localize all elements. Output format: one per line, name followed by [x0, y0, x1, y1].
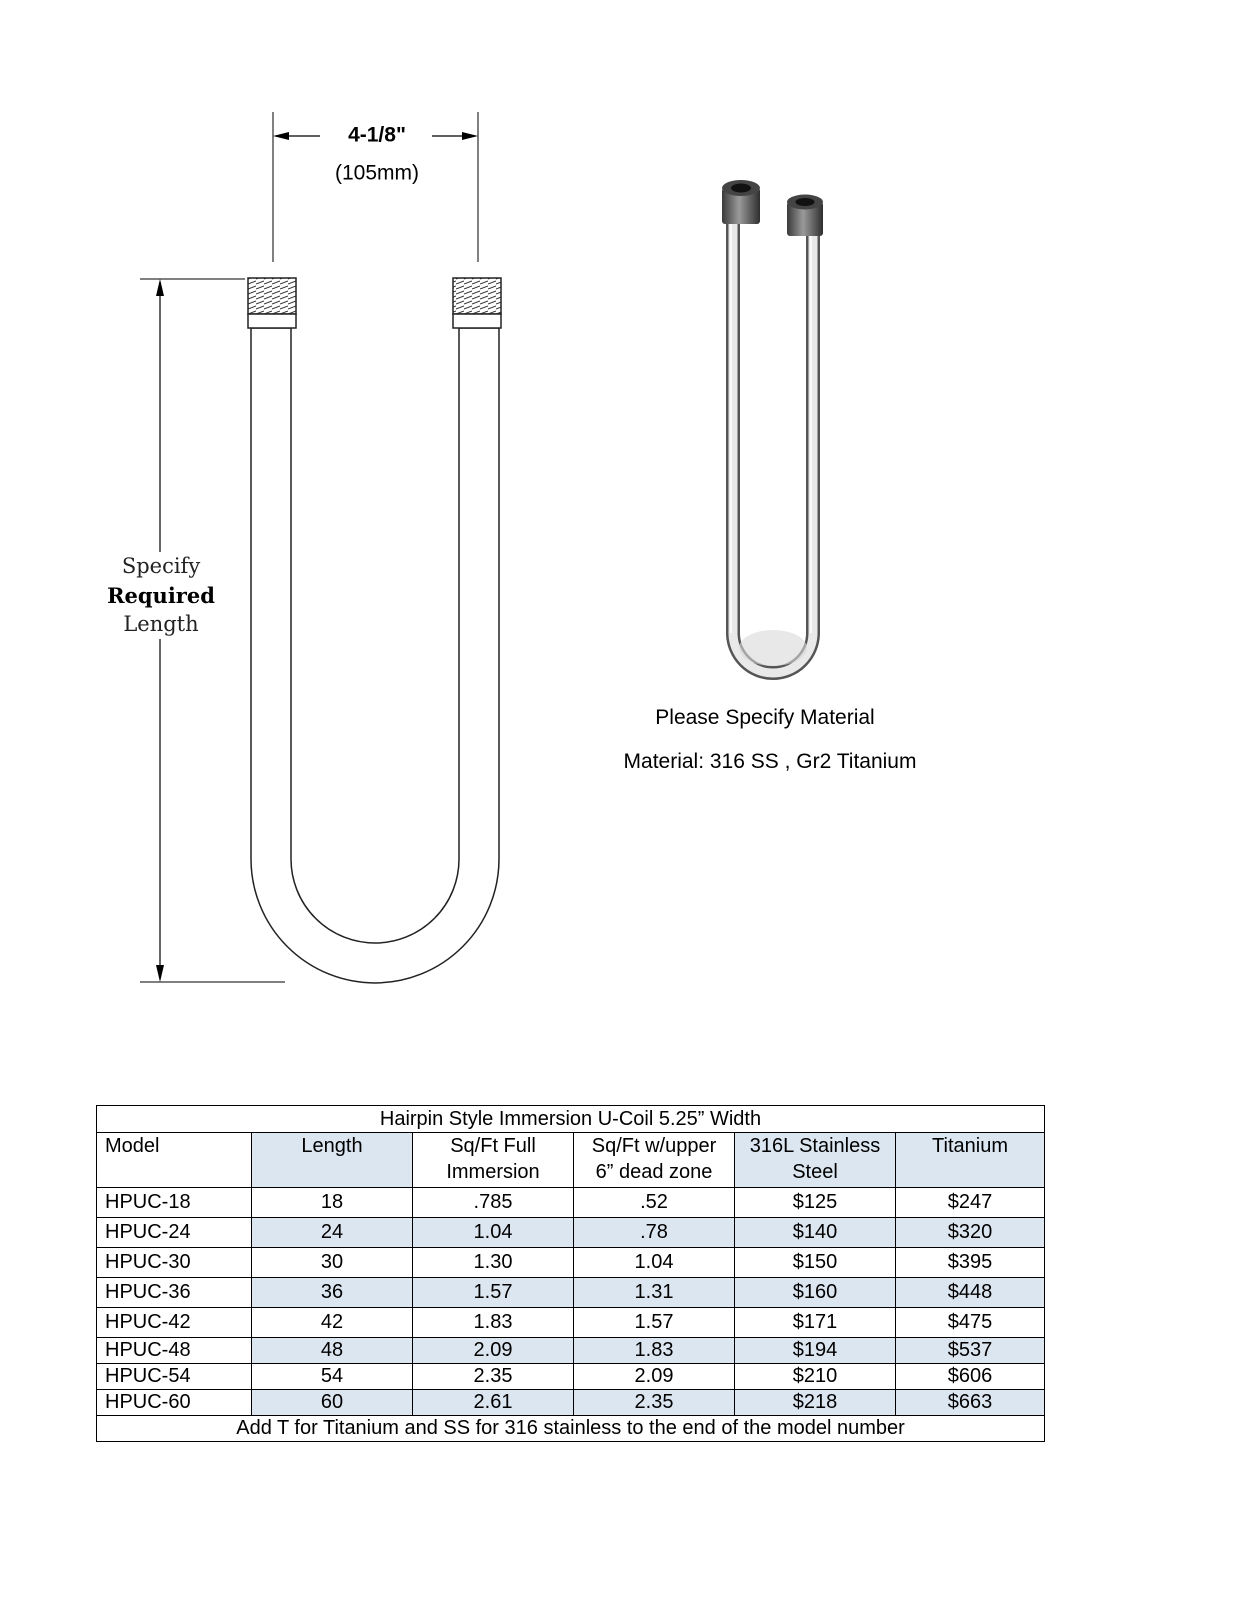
cell-full: 1.83: [413, 1308, 574, 1338]
arrow-left-icon: [273, 132, 289, 140]
cell-ti: $448: [896, 1278, 1045, 1308]
cell-dead: 1.57: [574, 1308, 735, 1338]
header-stainless: [735, 1133, 896, 1188]
cell-model: HPUC-54: [97, 1364, 252, 1390]
length-callout-line2: Required: [107, 583, 215, 608]
header-dead-line2: 6” dead zone: [595, 1161, 713, 1183]
width-mm-label: (105mm): [334, 161, 420, 185]
header-dead-zone: [574, 1133, 735, 1188]
cell-ti: $475: [896, 1308, 1045, 1338]
threaded-fitting-left: [248, 278, 296, 328]
length-callout-line1: Specify: [121, 554, 201, 578]
cell-dead: .52: [574, 1188, 735, 1218]
cell-full: 1.57: [413, 1278, 574, 1308]
cell-model: HPUC-42: [97, 1308, 252, 1338]
cell-ti: $537: [896, 1338, 1045, 1364]
cell-ti: $663: [896, 1390, 1045, 1416]
cell-dead: .78: [574, 1218, 735, 1248]
cell-dead: 1.31: [574, 1278, 735, 1308]
cell-ss: $150: [735, 1248, 896, 1278]
header-ss-line2: Steel: [792, 1161, 838, 1183]
cell-full: 2.09: [413, 1338, 574, 1364]
cell-full: 2.61: [413, 1390, 574, 1416]
arrow-down-icon: [156, 965, 164, 982]
arrow-right-icon: [462, 132, 478, 140]
table-footer-note: Add T for Titanium and SS for 316 stainless to the end of the model number: [97, 1416, 1045, 1442]
cell-length: 42: [252, 1308, 413, 1338]
cell-model: HPUC-24: [97, 1218, 252, 1248]
cell-model: HPUC-36: [97, 1278, 252, 1308]
cell-model: HPUC-48: [97, 1338, 252, 1364]
table-row: [97, 1364, 1045, 1390]
cell-length: 36: [252, 1278, 413, 1308]
width-inches-label: 4-1/8": [348, 123, 406, 147]
table-row: [97, 1248, 1045, 1278]
cell-dead: 1.83: [574, 1338, 735, 1364]
cell-full: 1.04: [413, 1218, 574, 1248]
cell-length: 48: [252, 1338, 413, 1364]
cell-ti: $395: [896, 1248, 1045, 1278]
material-prompt: Please Specify Material: [655, 706, 875, 729]
cell-dead: 2.35: [574, 1390, 735, 1416]
table-row: [97, 1278, 1045, 1308]
header-length: Length: [252, 1133, 413, 1188]
spec-table: [96, 1105, 1045, 1442]
threaded-fitting-right: [453, 278, 501, 328]
render-fitting-left: [722, 180, 760, 224]
header-full-line2: Immersion: [446, 1161, 540, 1183]
table-row: [97, 1390, 1045, 1416]
cell-length: 30: [252, 1248, 413, 1278]
cell-ss: $160: [735, 1278, 896, 1308]
cell-full: 2.35: [413, 1364, 574, 1390]
width-dimension: [273, 112, 478, 262]
u-coil-outline: [251, 328, 499, 983]
length-callout: [100, 552, 222, 639]
cell-ss: $194: [735, 1338, 896, 1364]
header-full-line1: Sq/Ft Full: [450, 1135, 536, 1157]
cell-dead: 1.04: [574, 1248, 735, 1278]
cell-model: HPUC-18: [97, 1188, 252, 1218]
cell-length: 60: [252, 1390, 413, 1416]
table-row: [97, 1188, 1045, 1218]
cell-ss: $140: [735, 1218, 896, 1248]
cell-dead: 2.09: [574, 1364, 735, 1390]
cell-full: 1.30: [413, 1248, 574, 1278]
header-ss-line1: 316L Stainless: [749, 1135, 881, 1157]
header-dead-line1: Sq/Ft w/upper: [591, 1135, 717, 1157]
cell-model: HPUC-30: [97, 1248, 252, 1278]
cell-length: 24: [252, 1218, 413, 1248]
cell-length: 54: [252, 1364, 413, 1390]
cell-model: HPUC-60: [97, 1390, 252, 1416]
cell-ss: $171: [735, 1308, 896, 1338]
table-row: [97, 1338, 1045, 1364]
cell-ti: $320: [896, 1218, 1045, 1248]
u-coil-render: [731, 222, 813, 673]
cell-ti: $606: [896, 1364, 1045, 1390]
cell-ss: $125: [735, 1188, 896, 1218]
material-options: Material: 316 SS , Gr2 Titanium: [623, 750, 917, 773]
cell-length: 18: [252, 1188, 413, 1218]
cell-full: .785: [413, 1188, 574, 1218]
arrow-up-icon: [156, 279, 164, 296]
header-titanium: Titanium: [896, 1133, 1045, 1188]
table-header-row: [97, 1133, 1045, 1188]
cell-ss: $210: [735, 1364, 896, 1390]
table-row: [97, 1218, 1045, 1248]
render-fitting-right: [787, 195, 823, 237]
header-model: Model: [97, 1133, 252, 1188]
cell-ti: $247: [896, 1188, 1045, 1218]
header-full-immersion: [413, 1133, 574, 1188]
cell-ss: $218: [735, 1390, 896, 1416]
table-row: [97, 1308, 1045, 1338]
length-callout-line3: Length: [123, 612, 199, 636]
table-title: Hairpin Style Immersion U-Coil 5.25” Width: [97, 1106, 1045, 1133]
